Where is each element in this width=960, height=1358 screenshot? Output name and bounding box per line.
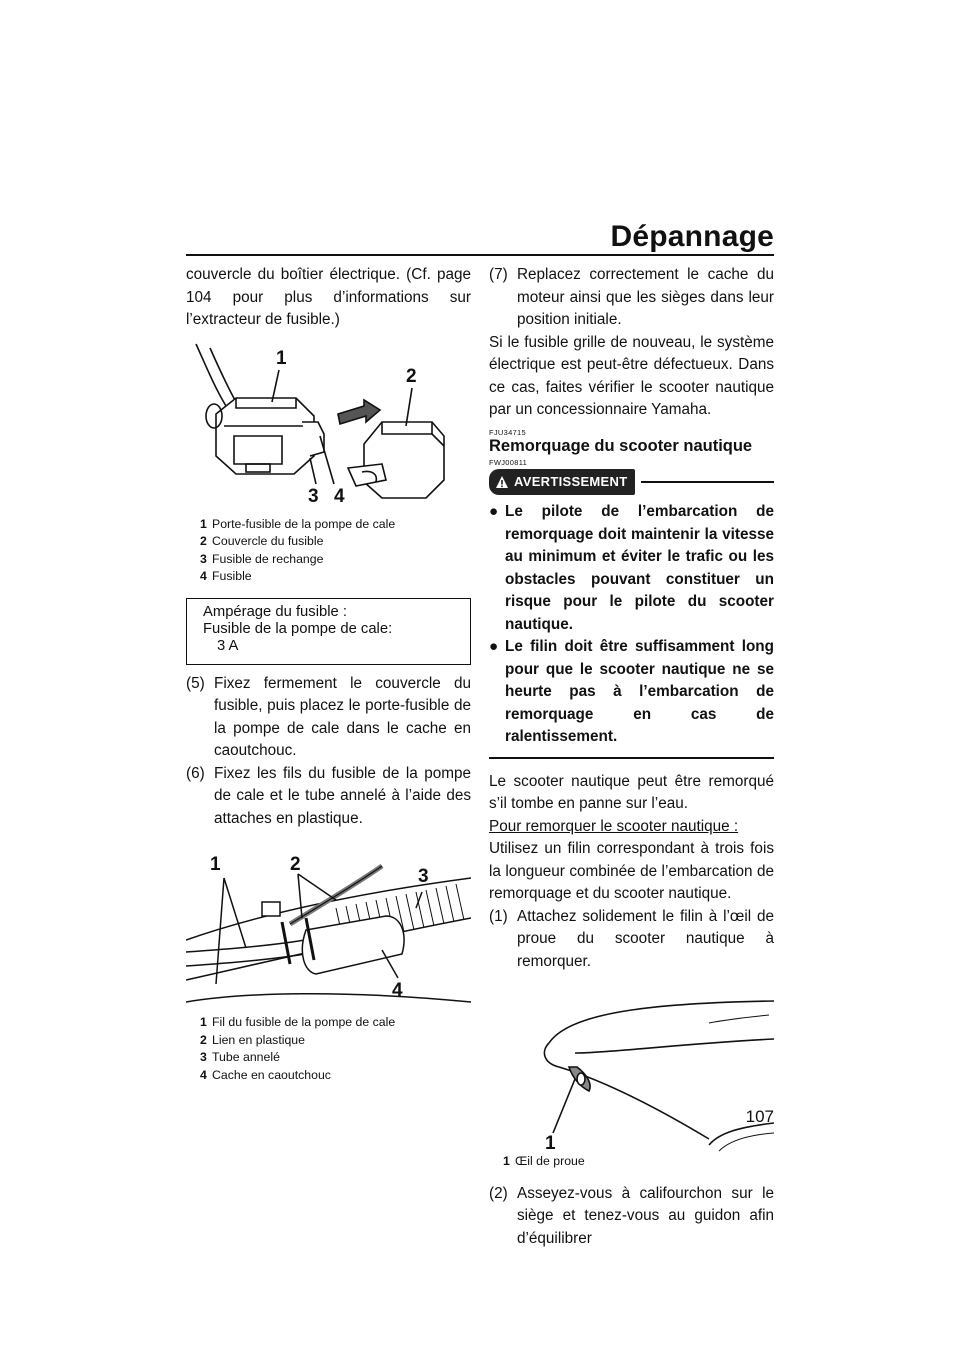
right-column [489, 264, 774, 1250]
fuse-holder-illustration [186, 336, 471, 516]
bilge-wire-figure [186, 852, 471, 1014]
legend-item: 4 Cache en caoutchouc [200, 1067, 331, 1082]
fig1-callout-3: 3 [308, 485, 319, 507]
section-title: Remorquage du scooter nautique [489, 436, 753, 455]
intro-paragraph: couvercle du boîtier électrique. (Cf. page 104 pour plus d’informations sur l’extracteur de fusible.) [186, 266, 471, 328]
page-title: Dépannage [610, 220, 774, 253]
warning-label: AVERTISSEMENT [514, 473, 628, 489]
fig2-callout-3: 3 [418, 866, 429, 887]
legend-item: 1 Œil de proue [503, 1154, 585, 1168]
fig3-callout-1: 1 [545, 1133, 556, 1154]
legend-item: 2 Couvercle du fusible [200, 534, 324, 548]
step-1: (1) Attachez solidement le filin à l’œil de proue du scooter nautique à remorquer. [489, 907, 774, 970]
legend-item: 3 Fusible de rechange [200, 551, 324, 566]
step-5: (5) Fixez fermement le couvercle du fusible, puis placez le porte-fusible de la pompe de cale dans le cache en caoutchouc. [186, 674, 471, 759]
warning-triangle-icon [495, 475, 509, 489]
fig1-callout-2: 2 [406, 365, 417, 387]
towing-intro-paragraph: Le scooter nautique peut être remorqué s’il tombe en panne sur l’eau. [489, 772, 774, 812]
fig2-callout-2: 2 [290, 854, 301, 875]
spec-value: 3 A [217, 637, 239, 654]
fig1-callout-1: 1 [276, 347, 287, 369]
fuse-spec-box [186, 598, 471, 665]
fuse-holder-figure [186, 336, 471, 516]
spec-line: Ampérage du fusible : [203, 603, 347, 620]
step-6: (6) Fixez les fils du fusible de la pompe de cale et le tube annelé à l’aide des attaches en plastique. [186, 764, 471, 827]
fig1-legend [186, 516, 471, 586]
bow-eye-figure [489, 983, 774, 1153]
title-rule [186, 254, 774, 256]
towing-rope-paragraph: Utilisez un filin correspondant à trois fois la longueur combinée de l’embarcation de remorquage et du scooter nautique. [489, 840, 774, 902]
towing-subheading: Pour remorquer le scooter nautique : [489, 817, 739, 835]
legend-item: 3 Tube annelé [200, 1050, 280, 1064]
legend-item: 1 Fil du fusible de la pompe de cale [200, 1015, 396, 1029]
left-column [186, 264, 471, 1084]
legend-item: 4 Fusible [200, 569, 252, 583]
warning-header [489, 469, 774, 496]
fig1-callout-4: 4 [334, 485, 345, 507]
warning-item: ● Le filin doit être suffisamment long pour que le scooter nautique ne se heurte pas à l’embarcation de remorquage en cas de ralentissement. [489, 638, 774, 745]
step-7: (7) Replacez correctement le cache du moteur ainsi que les sièges dans leur position initiale. [489, 266, 774, 328]
fig2-legend [186, 1014, 471, 1084]
warning-item: ● Le pilote de l’embarcation de remorquage doit maintenir la vitesse au minimum et éviter le trafic ou les obstacles pouvant constituer un risque pour le pilote du scooter nautique. [489, 503, 774, 633]
legend-item: 1 Porte-fusible de la pompe de cale [200, 516, 396, 531]
fig2-callout-4: 4 [392, 980, 403, 1001]
page-number: 107 [745, 1107, 774, 1126]
legend-item: 2 Lien en plastique [200, 1032, 305, 1047]
fig2-callout-1: 1 [210, 854, 221, 875]
bow-eye-illustration [489, 983, 774, 1153]
step-2: (2) Asseyez-vous à califourchon sur le siège et tenez-vous au guidon afin d’équilibrer [489, 1184, 774, 1247]
warning-end-rule [489, 757, 774, 759]
section-code: FJU34715 [489, 427, 527, 437]
spec-line: Fusible de la pompe de cale: [203, 620, 393, 637]
warning-rule [641, 481, 774, 483]
fuse-fault-paragraph: Si le fusible grille de nouveau, le système électrique est peut-être défectueux. Dans ce cas, faites vérifier le scooter nautique par un concessionnaire Yamaha. [489, 333, 774, 418]
warning-badge [489, 469, 635, 496]
fig3-legend [489, 1153, 774, 1171]
warning-code: FWJ00811 [489, 457, 528, 467]
